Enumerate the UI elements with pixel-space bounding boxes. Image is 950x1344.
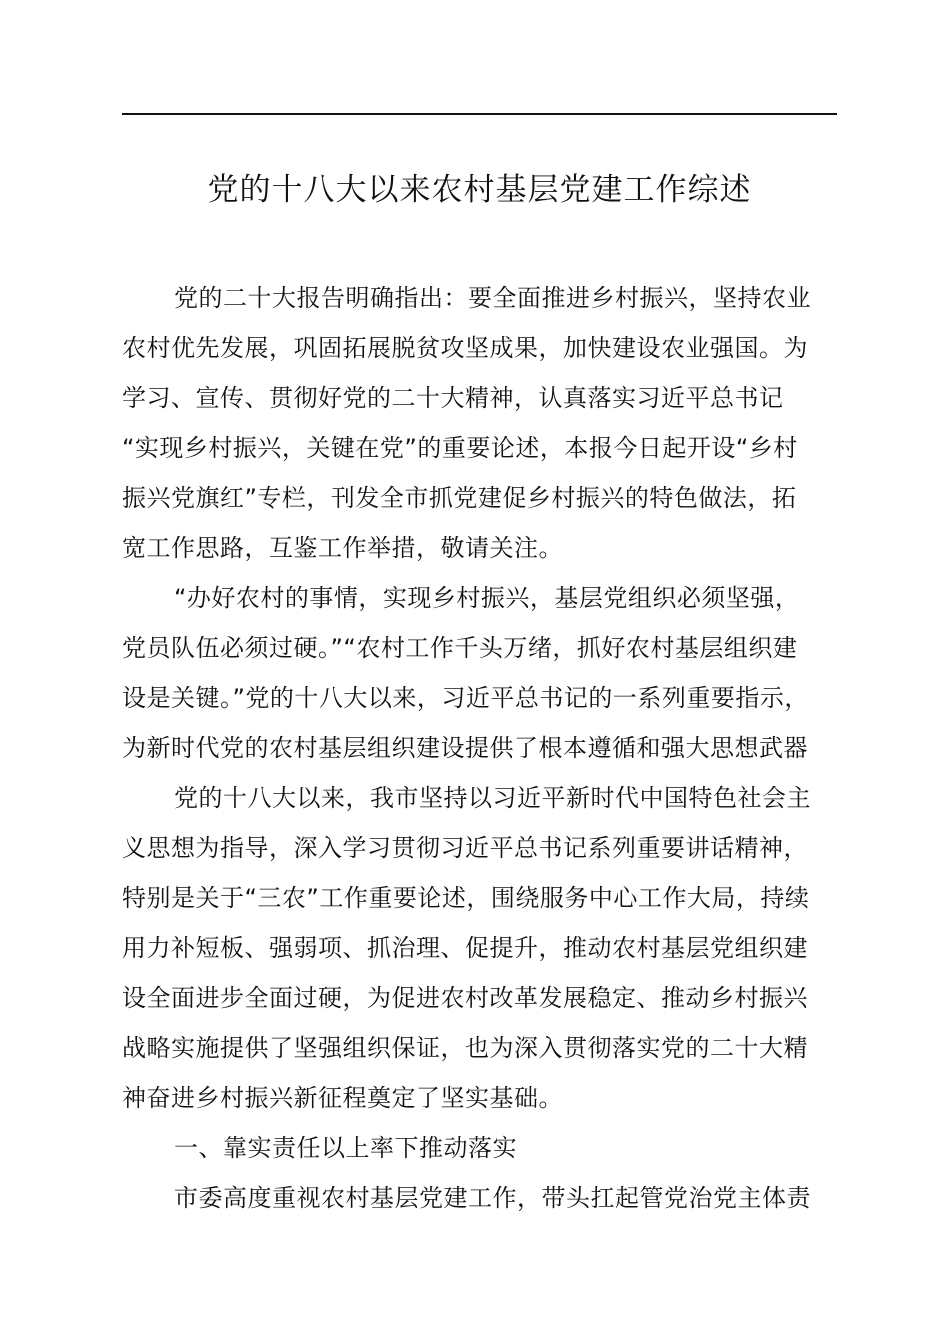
article-body: [122, 273, 862, 1223]
text-line: 市委高度重视农村基层党建工作，带头扛起管党治党主体责: [174, 1184, 811, 1212]
text-line: 学习、宣传、贯彻好党的二十大精神，认真落实习近平总书记: [122, 384, 784, 412]
paragraph-quote: [122, 573, 862, 773]
text-line: 党员队伍必须过硬。”“农村工作千头万绪，抓好农村基层组织建: [122, 634, 798, 662]
section-heading: [122, 1123, 862, 1173]
text-line: 设是关键。”党的十八大以来，习近平总书记的一系列重要指示，: [122, 684, 809, 712]
document-title: 党的十八大以来农村基层党建工作综述: [207, 172, 752, 208]
paragraph-overview: [122, 773, 862, 1123]
text-line: 党的十八大以来，我市坚持以习近平新时代中国特色社会主: [174, 784, 811, 812]
text-line: 党的二十大报告明确指出：要全面推进乡村振兴，坚持农业: [174, 284, 811, 312]
text-line: 战略实施提供了坚强组织保证，也为深入贯彻落实党的二十大精: [122, 1034, 808, 1062]
text-line: 宽工作思路，互鉴工作举措，敬请关注。: [122, 534, 563, 562]
text-line: 神奋进乡村振兴新征程奠定了坚实基础。: [122, 1084, 563, 1112]
text-line: 为新时代党的农村基层组织建设提供了根本遵循和强大思想武器: [122, 734, 808, 762]
text-line: 用力补短板、强弱项、抓治理、促提升，推动农村基层党组织建: [122, 934, 808, 962]
paragraph-section-one: [122, 1173, 862, 1223]
text-line: “办好农村的事情，实现乡村振兴，基层党组织必须坚强，: [174, 584, 800, 612]
text-line: 一、靠实责任以上率下推动落实: [174, 1134, 517, 1162]
header-rule: [122, 113, 837, 115]
text-line: 振兴党旗红”专栏，刊发全市抓党建促乡村振兴的特色做法，拓: [122, 484, 797, 512]
text-line: 义思想为指导，深入学习贯彻习近平总书记系列重要讲话精神，: [122, 834, 808, 862]
text-line: 设全面进步全面过硬，为促进农村改革发展稳定、推动乡村振兴: [122, 984, 808, 1012]
text-line: 农村优先发展，巩固拓展脱贫攻坚成果，加快建设农业强国。为: [122, 334, 808, 362]
paragraph-intro: [122, 273, 862, 573]
text-line: 特别是关于“三农”工作重要论述，围绕服务中心工作大局，持续: [122, 884, 810, 912]
text-line: “实现乡村振兴，关键在党”的重要论述，本报今日起开设“乡村: [122, 434, 798, 462]
